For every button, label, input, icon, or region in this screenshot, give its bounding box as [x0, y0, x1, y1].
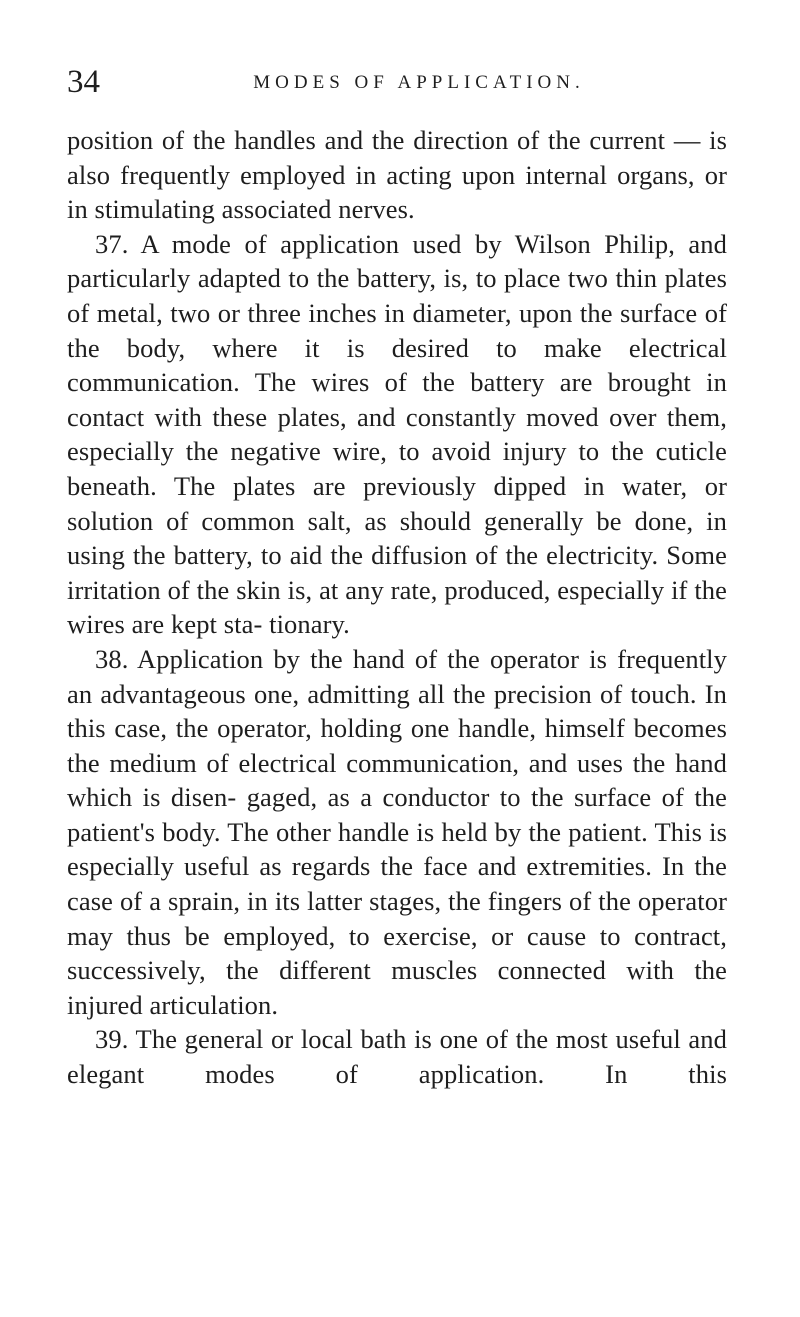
paragraph-37: 37. A mode of application used by Wilson Philip, and particularly adapted to the battery, is, to place two thin plates of metal, two or three inches in diameter, upon the surface of the body, where it is desired to make electrical communication. The wires of the battery are brought in contact with these plates, and constantly moved over them, especially the negative wire, to avoid injury to the cuticle beneath. The plates are previously dipped in water, or solution of common salt, as should generally be done, in using the battery, to aid the diffusion of the electricity. Some irritation of the skin is, at any rate, produced, especially if the wires are kept sta- tionary. [67, 228, 727, 640]
paragraph-38: 38. Application by the hand of the operator is frequently an advantageous one, admitting all the precision of touch. In this case, the operator, holding one handle, himself becomes the medium of electrical communication, and uses the hand which is disen- gaged, as a conductor to the surface of the patient's body. The other handle is held by the patient. This is especially useful as regards the face and extremities. In the case of a sprain, in its latter stages, the fingers of the operator may thus be employed, to exercise, or cause to contract, successively, the different muscles connected with the injured articulation. [67, 643, 727, 1020]
paragraph-continuation: position of the handles and the direction of the current — is also frequently employed in acting upon internal organs, or in stimulating associated nerves. [67, 125, 727, 225]
body-text [67, 123, 727, 1092]
page-number: 34 [67, 64, 100, 100]
paragraph-39: 39. The general or local bath is one of the most useful and elegant modes of application. In this [67, 1024, 727, 1090]
page-header [67, 62, 727, 106]
running-title: MODES OF APPLICATION. [253, 72, 585, 93]
